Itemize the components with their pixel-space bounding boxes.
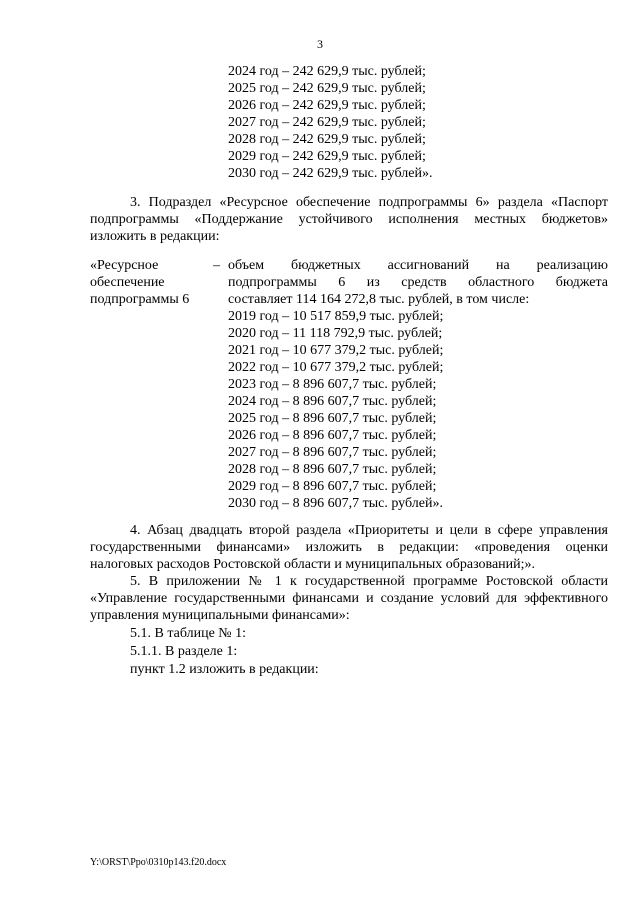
year-line: 2028 год – 242 629,9 тыс. рублей; <box>228 132 426 147</box>
year-line: 2022 год – 10 677 379,2 тыс. рублей; <box>228 360 444 375</box>
paragraph-line: 5. В приложении № 1 к государственной программе Ростовской области <box>130 574 608 589</box>
resource-text-line: объем бюджетных ассигнований на реализацию <box>228 258 608 273</box>
sub-item-line: пункт 1.2 изложить в редакции: <box>130 662 319 677</box>
paragraph-line: налоговых расходов Ростовской области и муниципальных образований;». <box>90 557 536 572</box>
paragraph-line: управления муниципальными финансами»: <box>90 608 350 623</box>
resource-label-line: подпрограммы 6 <box>90 292 190 307</box>
year-line: 2021 год – 10 677 379,2 тыс. рублей; <box>228 343 444 358</box>
resource-text-line: составляет 114 164 272,8 тыс. рублей, в том числе: <box>228 292 530 307</box>
year-line: 2025 год – 8 896 607,7 тыс. рублей; <box>228 411 437 426</box>
year-line: 2029 год – 8 896 607,7 тыс. рублей; <box>228 479 437 494</box>
year-line: 2024 год – 8 896 607,7 тыс. рублей; <box>228 394 437 409</box>
paragraph-line: 4. Абзац двадцать второй раздела «Приоритеты и цели в сфере управления <box>130 523 608 538</box>
paragraph-line: подпрограммы «Поддержание устойчивого исполнения местных бюджетов» <box>90 212 608 227</box>
sub-item-line: 5.1. В таблице № 1: <box>130 626 247 641</box>
paragraph-line: 3. Подраздел «Ресурсное обеспечение подпрограммы 6» раздела «Паспорт <box>130 195 608 210</box>
paragraph-line: изложить в редакции: <box>90 229 220 244</box>
paragraph-line: государственными финансами» изложить в редакции: «проведения оценки <box>90 540 608 555</box>
resource-label-line: «Ресурсное <box>90 258 159 273</box>
year-line: 2030 год – 8 896 607,7 тыс. рублей». <box>228 496 443 511</box>
resource-text-line: подпрограммы 6 из средств областного бюджета <box>228 275 608 290</box>
page-number: 3 <box>317 37 323 51</box>
year-line: 2028 год – 8 896 607,7 тыс. рублей; <box>228 462 437 477</box>
year-line: 2027 год – 8 896 607,7 тыс. рублей; <box>228 445 437 460</box>
year-line: 2025 год – 242 629,9 тыс. рублей; <box>228 81 426 96</box>
resource-label-line: обеспечение <box>90 275 165 290</box>
year-line: 2019 год – 10 517 859,9 тыс. рублей; <box>228 309 444 324</box>
paragraph-line: «Управление государственными финансами и создание условий для эффективного <box>90 591 608 606</box>
year-line: 2029 год – 242 629,9 тыс. рублей; <box>228 149 426 164</box>
sub-item-line: 5.1.1. В разделе 1: <box>130 644 238 659</box>
year-line: 2026 год – 242 629,9 тыс. рублей; <box>228 98 426 113</box>
year-line: 2027 год – 242 629,9 тыс. рублей; <box>228 115 426 130</box>
year-line: 2020 год – 11 118 792,9 тыс. рублей; <box>228 326 443 341</box>
year-line: 2024 год – 242 629,9 тыс. рублей; <box>228 64 426 79</box>
year-line: 2030 год – 242 629,9 тыс. рублей». <box>228 166 433 181</box>
year-line: 2026 год – 8 896 607,7 тыс. рублей; <box>228 428 437 443</box>
footer-file-path: Y:\ORST\Ppo\0310p143.f20.docx <box>90 857 227 868</box>
year-line: 2023 год – 8 896 607,7 тыс. рублей; <box>228 377 437 392</box>
resource-dash: – <box>213 258 220 273</box>
